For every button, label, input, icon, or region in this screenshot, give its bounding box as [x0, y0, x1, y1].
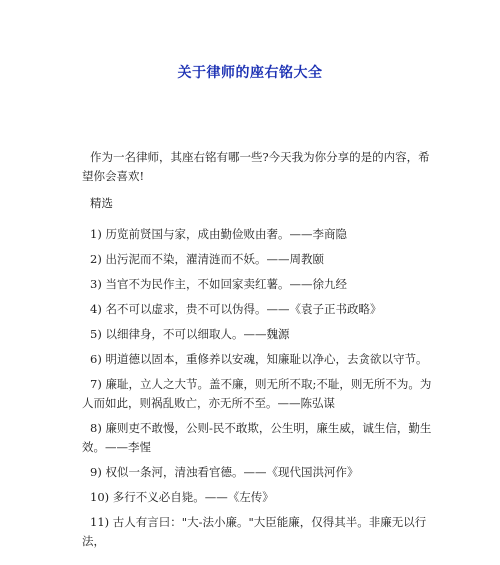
list-item: 9) 权似一条河，清浊看官德。——《现代国洪河作》 [90, 465, 359, 479]
document-body [82, 148, 437, 551]
list-item: 7) 廉耻，立人之大节。盖不廉，则无所不取;不耻，则无所不为。为人而如此，则祸乱败亡，亦无所不至。——陈弘谋 [82, 377, 432, 410]
document-title: 关于律师的座右铭大全 [177, 65, 323, 81]
section-label: 精选 [90, 196, 113, 210]
list-item: 10) 多行不义必自毙。——《左传》 [90, 490, 274, 504]
list-item: 2) 出污泥而不染，濯清涟而不妖。——周教颐 [90, 252, 324, 266]
list-item: 4) 名不可以虚求，贵不可以伪得。——《袁子正书政略》 [90, 302, 382, 316]
list-item: 3) 当官不为民作主，不如回家卖红薯。——徐九经 [90, 277, 347, 291]
list-item: 11) 古人有言曰："大-法小廉。"大臣能廉，仅得其半。非廉无以行法， [82, 515, 427, 548]
list-item: 5) 以细律身，不可以细取人。——魏源 [90, 327, 290, 341]
list-item: 6) 明道德以固本，重修养以安魂，知廉耻以净心，去贪欲以守节。 [90, 352, 428, 366]
list-item: 1) 历览前贤国与家，成由勤俭败由奢。——李商隐 [90, 227, 347, 241]
intro-paragraph: 作为一名律师，其座右铭有哪一些?今天我为你分享的是的内容，希望你会喜欢! [82, 150, 430, 183]
list-item: 8) 廉则吏不敢慢，公则-民不敢欺，公生明，廉生威，诚生信，勤生效。——李惺 [82, 421, 432, 454]
